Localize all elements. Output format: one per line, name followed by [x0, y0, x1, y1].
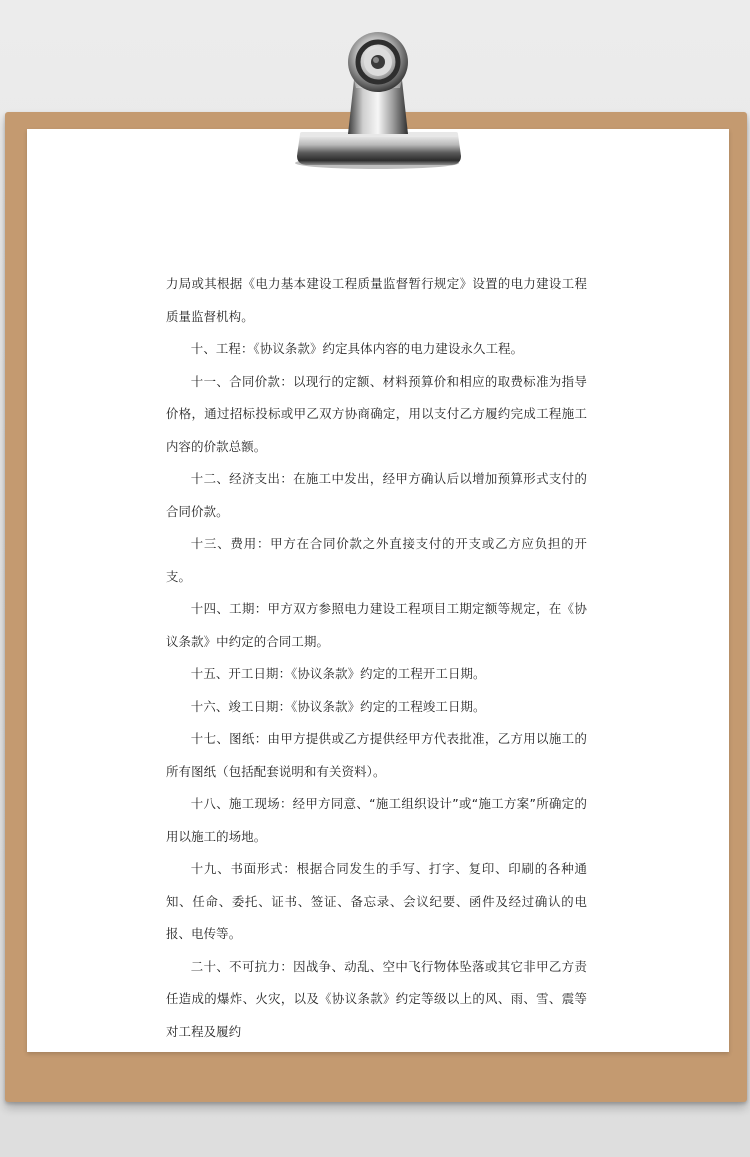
paragraph-1: 力局或其根据《电力基本建设工程质量监督暂行规定》设置的电力建设工程质量监督机构。	[166, 276, 587, 324]
document-body	[166, 268, 587, 1048]
paragraph-8: 十六、竣工日期：《协议条款》约定的工程竣工日期。	[190, 698, 486, 714]
paragraph-7: 十五、开工日期：《协议条款》约定的工程开工日期。	[190, 666, 486, 681]
paragraph-2: 十、工程：《协议条款》约定具体内容的电力建设永久工程。	[190, 341, 524, 356]
paragraph-5: 十三、费用：甲方在合同价款之外直接支付的开支或乙方应负担的开支。	[166, 536, 587, 584]
binder-clip-icon	[290, 22, 465, 172]
paragraph-4: 十二、经济支出：在施工中发出，经甲方确认后以增加预算形式支付的合同价款。	[166, 471, 587, 519]
paragraph-10: 十八、施工现场：经甲方同意、“施工组织设计”或“施工方案”所确定的用以施工的场地。	[166, 796, 587, 844]
paragraph-11: 十九、书面形式：根据合同发生的手写、打字、复印、印刷的各种通知、任命、委托、证书、签证、备忘录、会议纪要、函件及经过确认的电报、电传等。	[166, 861, 587, 941]
paragraph-9: 十七、图纸：由甲方提供或乙方提供经甲方代表批准，乙方用以施工的所有图纸（包括配套说明和有关资料）。	[166, 731, 587, 779]
paragraph-12: 二十、不可抗力：因战争、动乱、空中飞行物体坠落或其它非甲乙方责任造成的爆炸、火灾，以及《协议条款》约定等级以上的风、雨、雪、震等对工程及履约	[166, 958, 587, 1039]
paragraph-3: 十一、合同价款：以现行的定额、材料预算价和相应的取费标准为指导价格，通过招标投标或甲乙双方协商确定，用以支付乙方履约完成工程施工内容的价款总额。	[166, 373, 587, 454]
paragraph-6: 十四、工期：甲方双方参照电力建设工程项目工期定额等规定，在《协议条款》中约定的合同工期。	[166, 601, 587, 649]
